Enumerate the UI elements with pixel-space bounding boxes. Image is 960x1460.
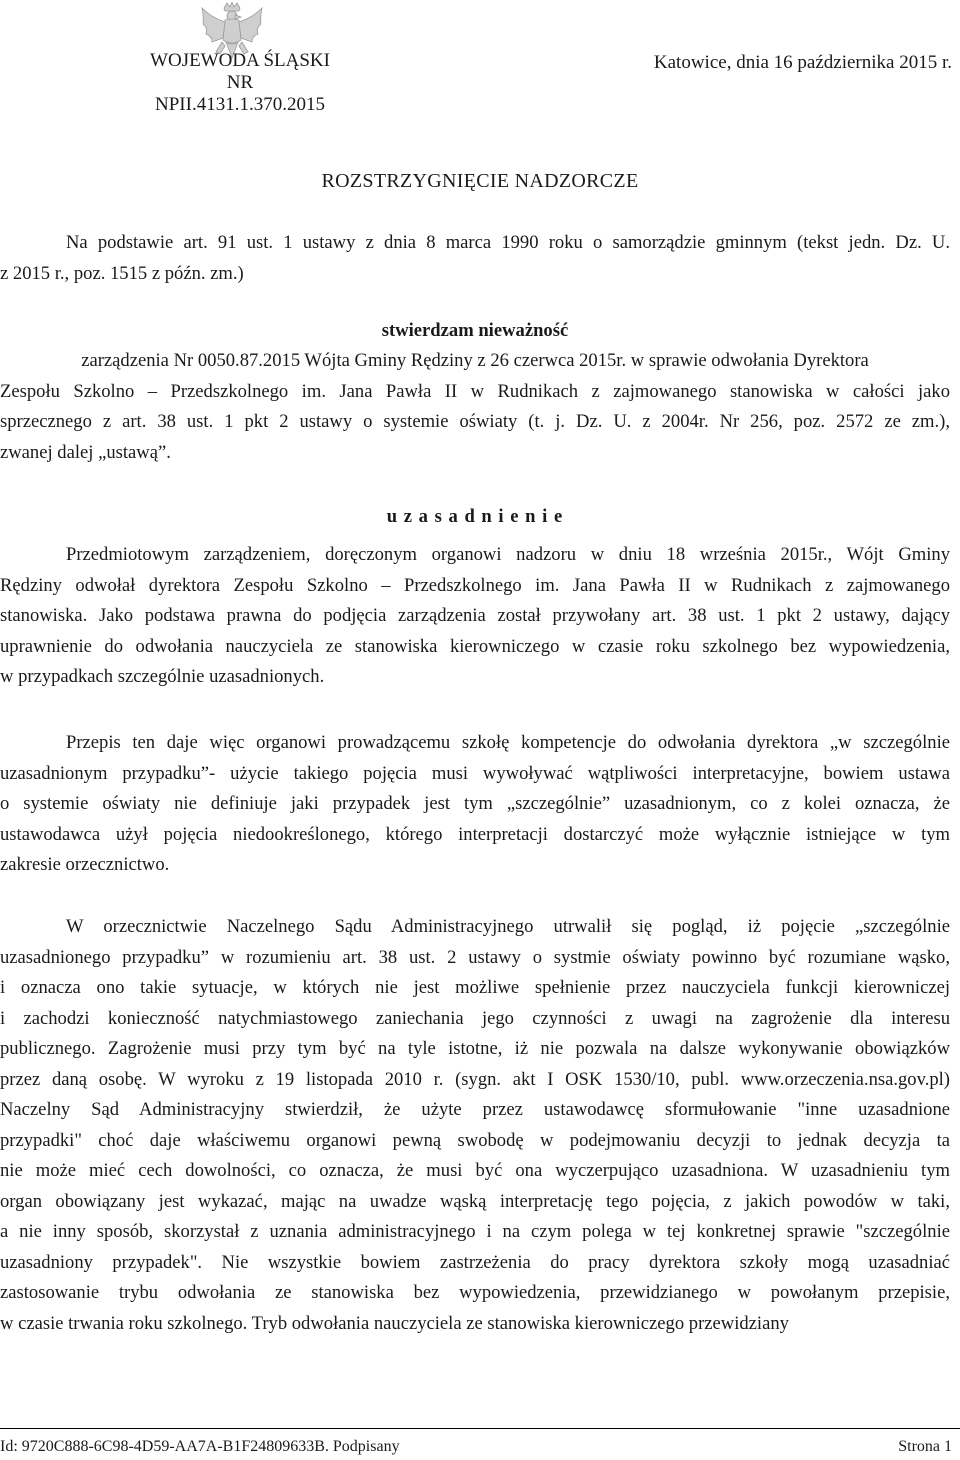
paragraph-line: przypadki" choć daje właściwemu organowi pewną swobodę w podejmowaniu decyzji to jednak decyzja ta (0, 1129, 950, 1151)
paragraph-line: W orzecznictwie Naczelnego Sądu Administracyjnego utrwalił się pogląd, iż pojęcie „szczególnie (66, 916, 950, 937)
legal-basis-line: Na podstawie art. 91 ust. 1 ustawy z dnia 8 marca 1990 roku o samorządzie gminnym (tekst jedn. Dz. U. (66, 232, 950, 253)
issuer-name: WOJEWODA ŚLĄSKI (150, 50, 330, 71)
paragraph-line: nie może mieć cech dowolności, co oznacza, że musi być ona wyczerpująco uzasadniona. W uzasadnieniu tym (0, 1160, 950, 1181)
decision-statement: stwierdzam nieważność (381, 320, 569, 341)
paragraph-line: w przypadkach szczególnie uzasadnionych. (0, 666, 325, 687)
document-id: Id: 9720C888-6C98-4D59-AA7A-B1F24809633B. Podpisany (0, 1438, 400, 1455)
justification-heading: u z a s a d n i e n i e (386, 506, 564, 527)
paragraph-line: Rędziny odwołał dyrektora Zespołu Szkolno – Przedszkolnego im. Jana Pawła II w Rudnikach z zajmowanego (0, 574, 950, 596)
document-number: NR NPII.4131.1.370.2015 (155, 72, 325, 115)
paragraph-line: stanowiska. Jako podstawa prawna do podjęcia zarządzenia został przywołany art. 38 ust. 1 pkt 2 ustawy, dający (0, 605, 950, 626)
subject-line: sprzecznego z art. 38 ust. 1 pkt 2 ustawy o systemie oświaty (t. j. Dz. U. z 2004r. Nr 256, poz. 2572 ze zm.), (0, 411, 950, 432)
paragraph-line: uzasadnionym przypadku”- użycie takiego pojęcia musi wywoływać wątpliwości interpretacyjne, bowiem ustawa (0, 762, 950, 784)
paragraph-line: publicznego. Zagrożenie musi przy tym być na tyle istotne, iż nie pozwala na dalsze wykonywanie obowiązków (0, 1038, 950, 1059)
legal-basis-line: z 2015 r., poz. 1515 z późn. zm.) (0, 262, 244, 284)
subject-line: zwanej dalej „ustawą”. (0, 441, 171, 463)
paragraph-1 (0, 540, 950, 693)
subject-line: Zespołu Szkolno – Przedszkolnego im. Jana Pawła II w Rudnikach z zajmowanego stanowiska w całości jako (0, 380, 950, 402)
paragraph-line: Naczelny Sąd Administracyjny stwierdził, że użyte przez ustawodawcę sformułowanie "inne uzasadnione (0, 1099, 950, 1120)
paragraph-line: zakresie orzecznictwo. (0, 854, 170, 875)
paragraph-line: uzasadniony przypadek". Nie wszystkie bowiem zastrzeżenia do pracy dyrektora szkoły mogą uzasadniać (0, 1251, 950, 1273)
paragraph-line: o systemie oświaty nie definiuje jaki przypadek jest tym „szczególnie” uzasadnionym, co z kolei oznacza, że (0, 793, 950, 814)
issuer-block (140, 50, 340, 116)
paragraph-line: organ obowiązany jest wykazać, mając na uwadze wąską interpretację tego pojęcia, z jakich powodów w taki, (0, 1190, 950, 1212)
paragraph-line: uzasadnionego przypadku” w rozumieniu art. 38 ust. 2 ustawy o systmie oświaty powinno być rozumiane wąsko, (0, 946, 950, 968)
paragraph-line: w czasie trwania roku szkolnego. Tryb odwołania nauczyciela ze stanowiska kierowniczego przewidziany (0, 1312, 789, 1334)
paragraph-line: ustawodawca użył pojęcia niedookreślonego, którego interpretacji dostarczyć może wyłącznie istniejące w tym (0, 823, 950, 845)
paragraph-line: przez daną osobę. W wyroku z 19 listopada 2010 r. (sygn. akt I OSK 1530/10, publ. www.orzeczenia.nsa.gov.pl) (0, 1068, 950, 1090)
paragraph-line: Przedmiotowym zarządzeniem, doręczonym organowi nadzoru w dniu 18 września 2015r., Wójt Gminy (66, 544, 950, 565)
legal-basis (0, 228, 950, 289)
decision-subject (0, 346, 950, 468)
footer-divider (0, 1428, 960, 1429)
paragraph-3 (0, 912, 950, 1339)
page-number: Strona 1 (898, 1438, 952, 1455)
paragraph-2 (0, 728, 950, 881)
paragraph-line: a nie inny sposób, skorzystał z uznania administracyjnego i na czym polega w tej konkretnej sprawie "szczególnie (0, 1221, 950, 1242)
paragraph-line: Przepis ten daje więc organowi prowadzącemu szkołę kompetencje do odwołania dyrektora „w szczególnie (66, 732, 950, 753)
subject-line: zarządzenia Nr 0050.87.2015 Wójta Gminy Rędziny z 26 czerwca 2015r. w sprawie odwołania Dyrektora (81, 350, 869, 371)
document-title: ROZSTRZYGNIĘCIE NADZORCZE (321, 170, 639, 192)
place-and-date: Katowice, dnia 16 października 2015 r. (653, 52, 952, 73)
paragraph-line: uprawnienie do odwołania nauczyciela ze stanowiska kierowniczego w czasie roku szkolnego bez wypowiedzenia, (0, 635, 950, 657)
paragraph-line: i oznacza ono takie sytuacje, w których nie jest możliwe spełnienie przez nauczyciela funkcji kierowniczej (0, 977, 950, 998)
paragraph-line: i zachodzi konieczność natychmiastowego zaniechania jego czynności z uwagi na zagrożenie dla interesu (0, 1007, 950, 1029)
paragraph-line: zastosowanie trybu odwołania ze stanowiska bez wypowiedzenia, przewidzianego w powołanym przepisie, (0, 1282, 950, 1303)
